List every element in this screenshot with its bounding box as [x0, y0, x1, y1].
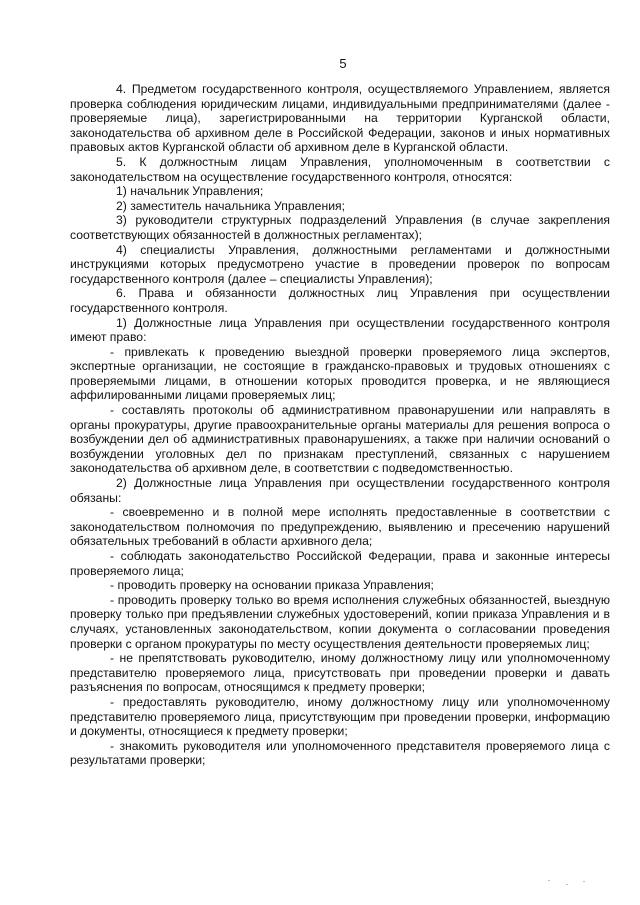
subparagraph-rights-intro: 1) Должностные лица Управления при осуществлении государственного контроля имеют право:: [70, 315, 610, 345]
paragraph-5-officials: 5. К должностным лицам Управления, уполномоченным в соответствии с законодательством на осуществление государственного контроля, относятся:: [70, 154, 610, 184]
scan-artifact: [548, 880, 550, 881]
subparagraph-duties-intro: 2) Должностные лица Управления при осуществлении государственного контроля обязаны:: [70, 476, 610, 505]
duties-item-acquaint-results: - знакомить руководителя или уполномоченного представителя проверяемого лица с результатами проверки;: [70, 738, 610, 768]
list-item-deputy: 2) заместитель начальника Управления;: [116, 198, 345, 213]
scan-artifact: [566, 884, 568, 885]
paragraph-6-rights-duties: 6. Права и обязанности должностных лиц Управления при осуществлении государственного контроля.: [70, 286, 610, 315]
duties-item-not-obstruct: - не препятствовать руководителю, иному должностному лицу или уполномоченному представителю проверяемого лица, присутствовать при проведении проверки и давать разъяснения по вопросам, относящимся к предмету проверки;: [70, 651, 610, 695]
list-item-head: 1) начальник Управления;: [116, 184, 264, 199]
document-body: [70, 82, 610, 768]
page-number: 5: [339, 56, 347, 71]
list-item-division-heads: 3) руководители структурных подразделений Управления (в случае закрепления соответствующих обязанностей в должностных регламентах);: [70, 213, 610, 242]
rights-item-experts: - привлекать к проведению выездной проверки проверяемого лица экспертов, экспертные организации, не состоящие в гражданско-правовых и трудовых отношениях с проверяемыми лицами, в отношении которых проводится проверка, и не являющиеся аффилированными лицами проверяемых лиц;: [70, 344, 610, 403]
paragraph-4-subject: 4. Предметом государственного контроля, осуществляемого Управлением, является проверка соблюдения юридическим лицами, индивидуальными предпринимателями (далее - проверяемые лица), зарегистрированными на территории Курганской области, законодательства об архивном деле в Российской Федерации, законов и иных нормативных правовых актов Курганской области об архивном деле в Курганской области.: [70, 82, 610, 155]
duties-item-provide-info: - предоставлять руководителю, иному должностному лицу или уполномоченному представителю проверяемого лица, присутствующим при проведении проверки, информацию и документы, относящиеся к предмету проверки;: [70, 694, 610, 739]
rights-item-protocols: - составлять протоколы об административном правонарушении или направлять в органы прокуратуры, другие правоохранительные органы материалы для решения вопроса о возбуждении дел об административных правонарушениях, а также при наличии оснований о возбуждении уголовных дел по признакам преступлений, связанных с нарушением законодательства об архивном деле, в соответствии с подведомственностью.: [70, 403, 610, 476]
duties-item-comply-law: - соблюдать законодательство Российской Федерации, права и законные интересы проверяемого лица;: [70, 549, 610, 578]
scan-artifact: [583, 881, 585, 882]
duties-item-service-hours: - проводить проверку только во время исполнения служебных обязанностей, выездную проверку только при предъявлении служебных удостоверений, копии приказа Управления и в случаях, установленных законодательством, копии документа о согласовании проведения проверки с органом прокуратуры по месту осуществления деятельности проверяемых лиц;: [70, 592, 610, 651]
duties-item-timely: - своевременно и в полной мере исполнять предоставленные в соответствии с законодательством полномочия по предупреждению, выявлению и пресечению нарушений обязательных требований в области архивного дела;: [70, 505, 610, 549]
list-item-specialists: 4) специалисты Управления, должностными регламентами и должностными инструкциями которых предусмотрено участие в проведении проверок по вопросам государственного контроля (далее – специалисты Управления);: [70, 242, 610, 286]
duties-item-order-basis: - проводить проверку на основании приказа Управления;: [110, 578, 434, 593]
